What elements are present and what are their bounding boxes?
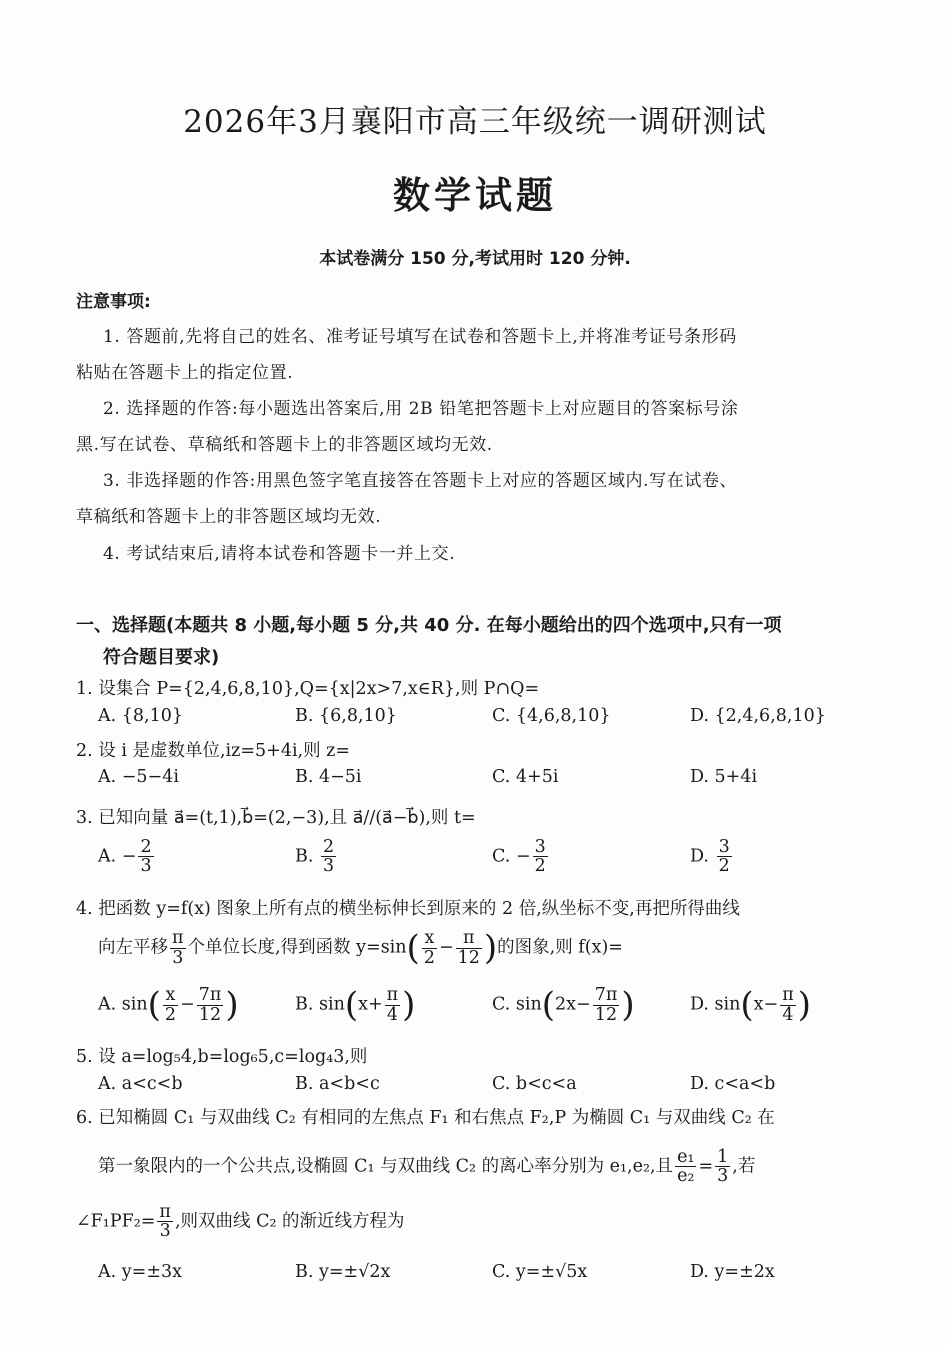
question-4-line-2: [98, 928, 623, 968]
q3-a-label: A.: [98, 846, 117, 867]
q6-option-a: A. y=±3x: [98, 1262, 182, 1282]
denominator: 3: [140, 856, 152, 877]
q2-option-b: B. 4−5i: [295, 767, 362, 787]
left-paren: (: [740, 985, 754, 1025]
fraction: [163, 986, 178, 1024]
right-paren: ): [621, 985, 635, 1025]
left-paren: (: [541, 985, 556, 1025]
q3-c-fraction: [533, 838, 548, 876]
left-paren: (: [147, 985, 161, 1025]
notice-heading: 注意事项:: [76, 292, 151, 312]
q5-option-d: D. c<a<b: [690, 1074, 776, 1094]
q3-a-sign: −: [121, 846, 137, 867]
q3-c-label: C.: [492, 846, 511, 867]
q3-option-d: [690, 838, 734, 876]
numerator: 1: [717, 1147, 729, 1167]
q6-text: 第一象限内的一个公共点,设椭圆 C₁ 与双曲线 C₂ 的离心率分别为 e₁,e₂,且: [98, 1156, 674, 1177]
numerator: x: [422, 929, 437, 948]
question-1-stem: 1. 设集合 P={2,4,6,8,10},Q={x|2x>7,x∈R},则 P∩Q=: [76, 679, 540, 699]
numerator: π: [159, 1202, 171, 1222]
q4-text: 个单位长度,得到函数 y=sin: [187, 937, 407, 958]
q1-option-c: C. {4,6,8,10}: [492, 706, 611, 726]
q2-option-c: C. 4+5i: [492, 767, 559, 787]
q6-value-fraction: [715, 1148, 730, 1186]
q6-text: ,则双曲线 C₂ 的渐近线方程为: [174, 1211, 405, 1232]
exam-title: 2026年3月襄阳市高三年级统一调研测试: [183, 104, 767, 140]
q5-option-c: C. b<c<a: [492, 1074, 577, 1094]
question-6-line-3: [76, 1203, 405, 1241]
denominator: 12: [457, 947, 480, 968]
question-4-line-1: 4. 把函数 y=f(x) 图象上所有点的横坐标伸长到原来的 2 倍,纵坐标不变,再把所得曲线: [76, 899, 740, 919]
numerator: 7π: [198, 985, 222, 1006]
q6-option-c: C. y=±√5x: [492, 1262, 588, 1282]
q4-option-b: [295, 985, 415, 1025]
right-paren: ): [402, 985, 416, 1025]
notice-line: 3. 非选择题的作答:用黑色签字笔直接答在答题卡上对应的答题区域内.写在试卷、: [103, 471, 738, 491]
minus-sign: −: [438, 937, 454, 958]
equals-sign: =: [698, 1156, 714, 1177]
notice-line: 4. 考试结束后,请将本试卷和答题卡一并上交.: [103, 544, 456, 564]
minus-sign: −: [180, 994, 195, 1015]
right-paren: ): [797, 985, 811, 1025]
denominator: 3: [172, 947, 184, 968]
q6-text: ,若: [732, 1156, 756, 1177]
q4-option-d: [690, 985, 811, 1025]
subject-title: 数学试题: [393, 173, 557, 217]
q6-angle-fraction: [157, 1203, 173, 1241]
denominator: 3: [323, 856, 335, 877]
right-paren: ): [225, 985, 239, 1025]
left-paren: (: [406, 928, 420, 968]
q3-option-c: [492, 838, 550, 876]
q2-option-a: A. −5−4i: [98, 767, 179, 787]
q3-a-fraction: [138, 838, 153, 876]
notice-line: 1. 答题前,先将自己的姓名、准考证号填写在试卷和答题卡上,并将准考证号条形码: [103, 327, 737, 347]
q4-c-expr: 2x−: [555, 994, 591, 1015]
numerator: 2: [323, 837, 335, 857]
numerator: 7π: [594, 985, 618, 1006]
denominator: 4: [386, 1004, 398, 1025]
numerator: π: [172, 928, 184, 949]
q4-fraction: [456, 929, 482, 967]
notice-line: 粘贴在答题卡上的指定位置.: [76, 363, 294, 383]
question-2-stem: 2. 设 i 是虚数单位,iz=5+4i,则 z=: [76, 741, 351, 761]
fraction: [385, 986, 401, 1024]
numerator: x: [163, 986, 178, 1005]
denominator: 3: [159, 1221, 171, 1242]
section-heading: 一、选择题(本题共 8 小题,每小题 5 分,共 40 分. 在每小题给出的四个选项中,只有一项: [76, 615, 782, 636]
q3-b-fraction: [321, 838, 336, 876]
q1-option-b: B. {6,8,10}: [295, 706, 397, 726]
q6-text: ∠F₁PF₂=: [76, 1211, 156, 1232]
q4-option-c: [492, 985, 635, 1025]
q6-option-b: B. y=±√2x: [295, 1262, 391, 1282]
q1-option-a: A. {8,10}: [98, 706, 183, 726]
numerator: 3: [534, 837, 546, 857]
denominator: 2: [164, 1004, 177, 1025]
q4-b-expr: x+: [358, 994, 383, 1015]
denominator: 2: [534, 856, 546, 877]
q4-c-label: C. sin: [492, 994, 542, 1015]
q3-d-fraction: [717, 838, 732, 876]
question-5-stem: 5. 设 a=log₅4,b=log₆5,c=log₄3,则: [76, 1047, 368, 1067]
q3-option-a: [98, 838, 156, 876]
q4-d-expr: x−: [753, 994, 779, 1015]
q6-ratio-fraction: [675, 1148, 696, 1186]
numerator: π: [456, 929, 482, 948]
exam-info: 本试卷满分 150 分,考试用时 120 分钟.: [319, 249, 631, 269]
question-6-line-1: 6. 已知椭圆 C₁ 与双曲线 C₂ 有相同的左焦点 F₁ 和右焦点 F₂,P 为椭圆 C₁ 与双曲线 C₂ 在: [76, 1108, 775, 1128]
q4-b-label: B. sin: [295, 994, 345, 1015]
denominator: 4: [782, 1004, 794, 1025]
denominator: 2: [423, 947, 435, 968]
question-3-stem: 3. 已知向量 a⃗=(t,1),b⃗=(2,−3),且 a⃗//(a⃗−b⃗),则 t=: [76, 808, 476, 828]
q2-option-d: D. 5+4i: [690, 767, 758, 787]
question-6-line-2: [98, 1148, 755, 1186]
fraction: [593, 986, 620, 1024]
denominator: 12: [594, 1004, 618, 1025]
numerator: 3: [718, 837, 730, 857]
q4-d-label: D. sin: [690, 994, 741, 1015]
right-paren: ): [483, 928, 498, 968]
q6-option-d: D. y=±2x: [690, 1262, 775, 1282]
q4-option-a: [98, 985, 239, 1025]
numerator: e₁: [677, 1147, 695, 1167]
left-paren: (: [344, 985, 359, 1025]
notice-line: 2. 选择题的作答:每小题选出答案后,用 2B 铅笔把答题卡上对应题目的答案标号涂: [103, 399, 739, 419]
q4-text: 的图象,则 f(x)=: [497, 937, 623, 958]
denominator: 12: [198, 1004, 222, 1025]
notice-line: 黑.写在试卷、草稿纸和答题卡上的非答题区域均无效.: [76, 435, 493, 455]
q3-d-label: D.: [690, 846, 709, 867]
q4-text: 向左平移: [98, 937, 168, 958]
q5-option-b: B. a<b<c: [295, 1074, 380, 1094]
numerator: π: [782, 985, 794, 1006]
q3-c-sign: −: [515, 846, 531, 867]
q3-option-b: [295, 838, 338, 876]
q5-option-a: A. a<c<b: [98, 1074, 183, 1094]
q3-b-label: B.: [295, 846, 314, 867]
denominator: e₂: [677, 1166, 695, 1187]
numerator: π: [386, 985, 399, 1006]
section-heading-cont: 符合题目要求): [103, 647, 220, 668]
fraction: [780, 986, 796, 1024]
q1-option-d: D. {2,4,6,8,10}: [690, 706, 826, 726]
notice-line: 草稿纸和答题卡上的非答题区域均无效.: [76, 507, 382, 527]
fraction: [197, 986, 224, 1024]
q4-fraction: [422, 929, 437, 967]
numerator: 2: [140, 837, 152, 857]
denominator: 2: [718, 856, 730, 877]
q4-shift-fraction: [170, 929, 186, 967]
denominator: 3: [717, 1166, 729, 1187]
q4-a-label: A. sin: [98, 994, 148, 1015]
